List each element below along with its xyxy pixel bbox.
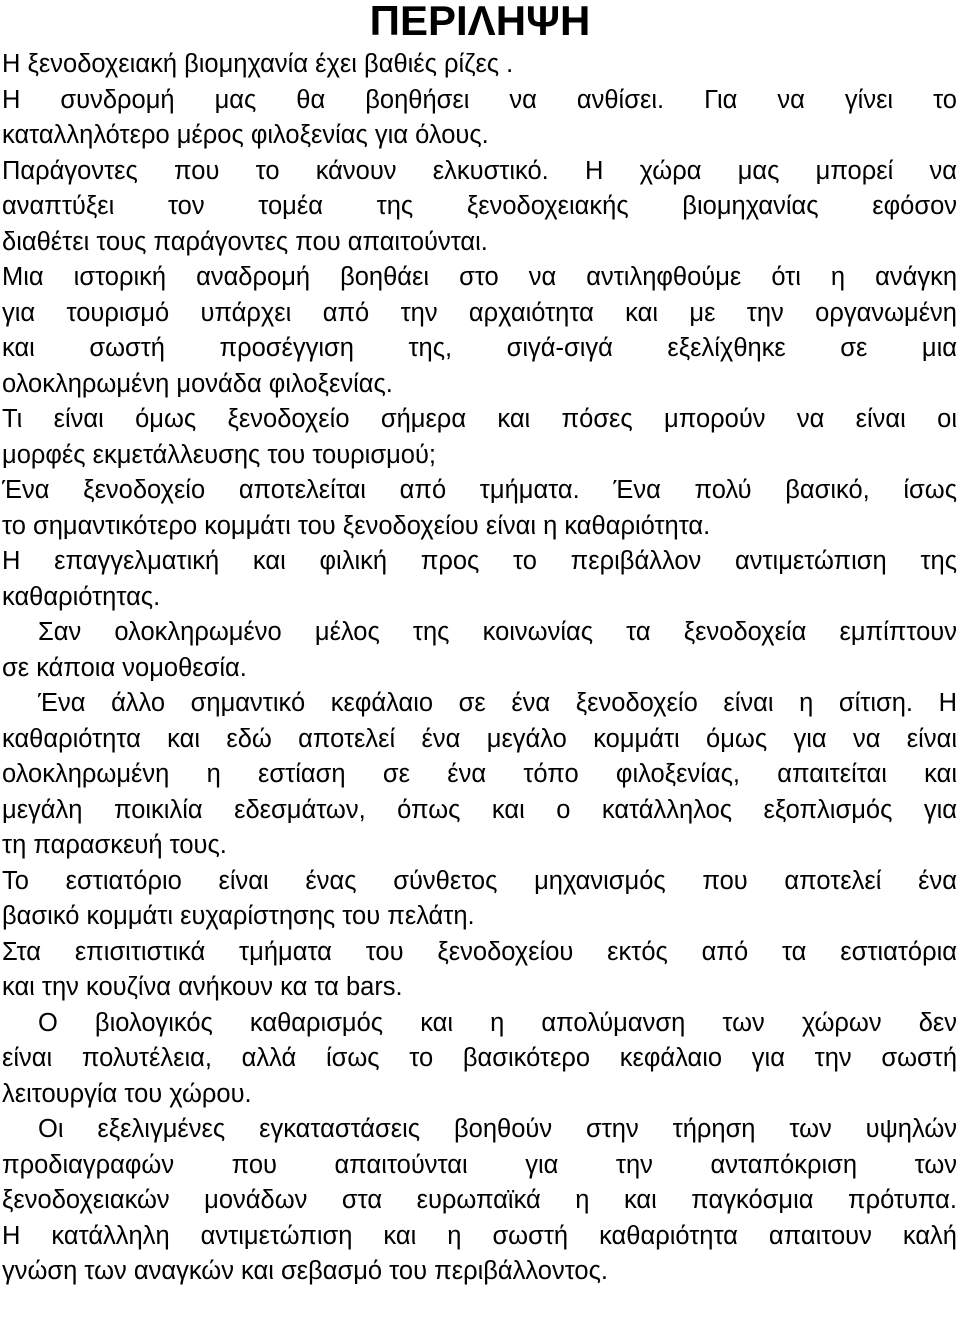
text-line: το σημαντικότερο κομμάτι του ξενοδοχείου είναι η καθαριότητα. [2,511,711,540]
text-line: Το εστιατόριο είναι ένας σύνθετος μηχανισμός που αποτελεί ένα [2,866,957,895]
text-line: Παράγοντες που το κάνουν ελκυστικό. Η χώρα μας μπορεί να [2,156,957,185]
text-line: και σωστή προσέγγιση της, σιγά-σιγά εξελίχθηκε σε μια [2,334,957,362]
text-line: Σαν ολοκληρωμένο μέλος της κοινωνίας τα ξενοδοχεία εμπίπτουν [38,618,957,646]
text-line: γνώση των αναγκών και σεβασμό του περιβάλλοντος. [2,1257,608,1285]
text-line: Ο βιολογικός καθαρισμός και η απολύμανση των χώρων δεν [38,1008,957,1037]
text-line: μεγάλη ποικιλία εδεσμάτων, όπως και ο κατάλληλος εξοπλισμός για [2,795,957,824]
text-line: σε κάποια νομοθεσία. [2,653,247,682]
text-line: αναπτύξει τον τομέα της ξενοδοχειακής βιομηχανίας εφόσον [2,192,957,220]
text-line: Οι εξελιγμένες εγκαταστάσεις βοηθούν στην τήρηση των υψηλών [38,1115,957,1143]
text-line: διαθέτει τους παράγοντες που απαιτούνται. [2,227,488,256]
text-line: ξενοδοχειακών μονάδων στα ευρωπαϊκά η και παγκόσμια πρότυπα. [2,1186,957,1214]
text-line: μορφές εκμετάλλευσης του τουρισμού; [2,440,436,469]
text-line: Ένα άλλο σημαντικό κεφάλαιο σε ένα ξενοδοχείο είναι η σίτιση. Η [38,689,957,717]
text-line: ολοκληρωμένη η εστίαση σε ένα τόπο φιλοξενίας, απαιτείται και [2,760,957,788]
text-line: για τουρισμό υπάρχει από την αρχαιότητα και με την οργανωμένη [2,298,957,327]
text-line: Στα επισιτιστικά τμήματα του ξενοδοχείου εκτός από τα εστιατόρια [2,937,957,966]
text-line: βασικό κομμάτι ευχαρίστησης του πελάτη. [2,902,475,930]
text-line: Μια ιστορική αναδρομή βοηθάει στο να αντιληφθούμε ότι η ανάγκη [2,263,957,291]
text-line: και την κουζίνα ανήκουν κα τα bars. [2,973,403,1001]
text-line: Η συνδρομή μας θα βοηθήσει να ανθίσει. Για να γίνει το [2,85,957,114]
text-line: ολοκληρωμένη μονάδα φιλοξενίας. [2,369,393,398]
text-line: Η ξενοδοχειακή βιομηχανία έχει βαθιές ρίζες . [2,50,514,78]
text-line: Η κατάλληλη αντιμετώπιση και η σωστή καθαριότητα απαιτουν καλή [2,1221,957,1250]
page-title: ΠΕΡΙΛΗΨΗ [369,0,591,44]
text-line: λειτουργία του χώρου. [2,1079,252,1108]
text-line: καθαριότητα και εδώ αποτελεί ένα μεγάλο κομμάτι όμως για να είναι [2,724,957,753]
text-line: είναι πολυτέλεια, αλλά ίσως το βασικότερο κεφάλαιο για την σωστή [2,1044,957,1072]
text-line: καταλληλότερο μέρος φιλοξενίας για όλους. [2,121,489,149]
text-line: καθαριότητας. [2,582,161,611]
text-line: τη παρασκευή τους. [2,831,227,859]
text-line: Ένα ξενοδοχείο αποτελείται από τμήματα. Ένα πολύ βασικό, ίσως [2,476,957,504]
text-line: Τι είναι όμως ξενοδοχείο σήμερα και πόσες μπορούν να είναι οι [2,405,957,433]
text-line: Η επαγγελματική και φιλική προς το περιβάλλον αντιμετώπιση της [2,547,957,575]
text-line: προδιαγραφών που απαιτούνται για την ανταπόκριση των [2,1150,957,1179]
